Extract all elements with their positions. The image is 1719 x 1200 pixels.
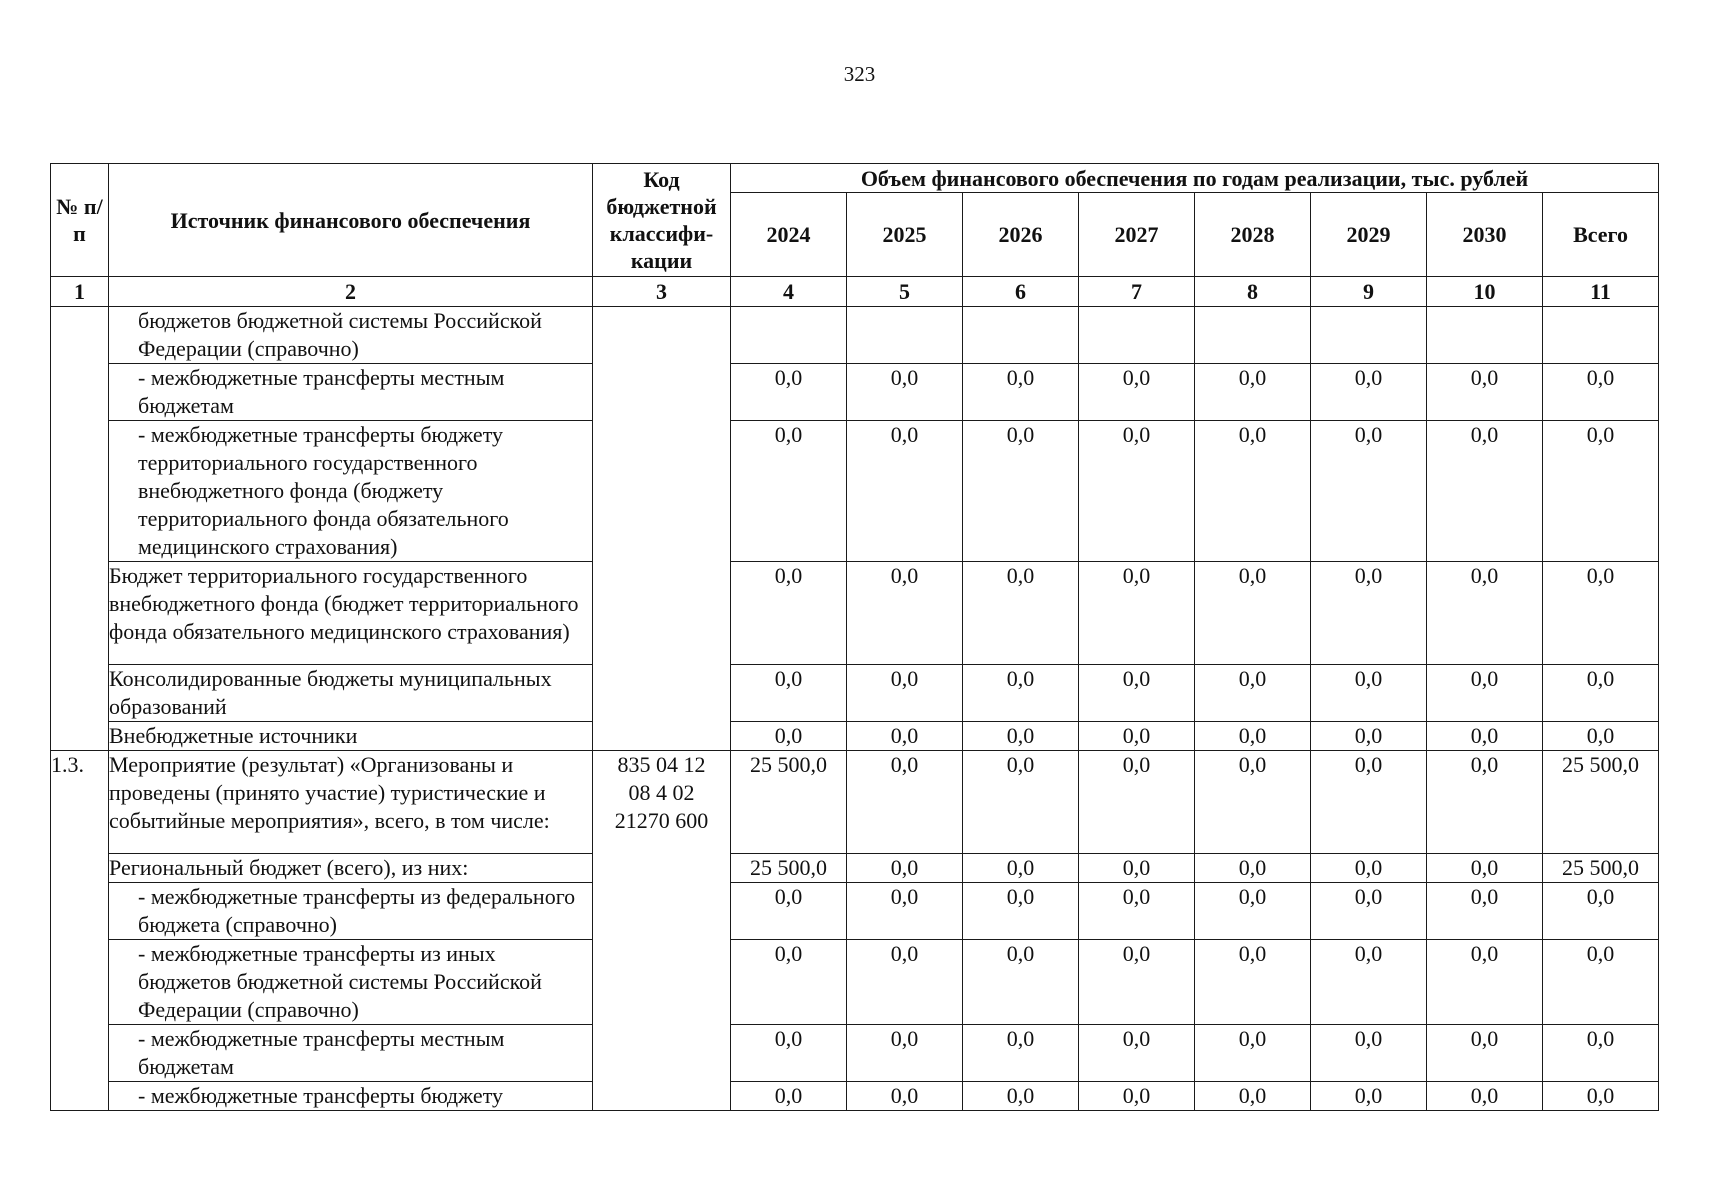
- row-number-cell: 1.3.: [51, 751, 109, 1111]
- header-year: 2026: [963, 193, 1079, 277]
- year-value-cell: 0,0: [1311, 883, 1427, 940]
- year-value-cell: 0,0: [1195, 854, 1311, 883]
- header-source: Источник финансового обеспечения: [109, 164, 593, 277]
- year-value-cell: 0,0: [1311, 751, 1427, 854]
- year-value-cell: 0,0: [1427, 1082, 1543, 1111]
- year-value-cell: 0,0: [1079, 722, 1195, 751]
- total-value-cell: 0,0: [1543, 562, 1659, 665]
- year-value-cell: 0,0: [847, 1082, 963, 1111]
- year-value-cell: 0,0: [847, 940, 963, 1025]
- year-value-cell: 0,0: [1311, 1025, 1427, 1082]
- year-value-cell: 25 500,0: [731, 751, 847, 854]
- column-number: 10: [1427, 277, 1543, 307]
- page-number: 323: [843, 62, 876, 86]
- year-value-cell: 0,0: [963, 854, 1079, 883]
- column-number: 3: [593, 277, 731, 307]
- year-value-cell: 0,0: [1311, 1082, 1427, 1111]
- year-value-cell: 0,0: [1195, 562, 1311, 665]
- year-value-cell: 0,0: [1195, 1025, 1311, 1082]
- year-value-cell: 0,0: [1427, 562, 1543, 665]
- year-value-cell: 0,0: [847, 854, 963, 883]
- year-value-cell: 0,0: [731, 1082, 847, 1111]
- year-value-cell: 0,0: [963, 421, 1079, 562]
- year-value-cell: 0,0: [1311, 665, 1427, 722]
- year-value-cell: 0,0: [1079, 883, 1195, 940]
- year-value-cell: 0,0: [963, 722, 1079, 751]
- table-row: [51, 854, 1659, 883]
- source-cell: Бюджет территориального государственного внебюджетного фонда (бюджет территориального фонда обязательного медицинского страхования): [109, 562, 593, 665]
- year-value-cell: 0,0: [1079, 854, 1195, 883]
- year-value-cell: 0,0: [1427, 1025, 1543, 1082]
- header-year: 2024: [731, 193, 847, 277]
- year-value-cell: 0,0: [1427, 665, 1543, 722]
- header-year: 2030: [1427, 193, 1543, 277]
- year-value-cell: 0,0: [963, 751, 1079, 854]
- column-number: 7: [1079, 277, 1195, 307]
- year-value-cell: 0,0: [731, 665, 847, 722]
- column-number: 11: [1543, 277, 1659, 307]
- financing-table: [50, 163, 1659, 1111]
- year-value-cell: 0,0: [847, 562, 963, 665]
- year-value-cell: 0,0: [963, 665, 1079, 722]
- table-row: [51, 883, 1659, 940]
- total-value-cell: 0,0: [1543, 722, 1659, 751]
- header-year: 2027: [1079, 193, 1195, 277]
- header-year: 2029: [1311, 193, 1427, 277]
- table-row: [51, 940, 1659, 1025]
- source-cell: - межбюджетные трансферты из федерального бюджета (справочно): [109, 883, 593, 940]
- total-value-cell: 0,0: [1543, 883, 1659, 940]
- year-value-cell: 0,0: [1079, 751, 1195, 854]
- header-year: 2028: [1195, 193, 1311, 277]
- column-number: 2: [109, 277, 593, 307]
- year-value-cell: 0,0: [1195, 883, 1311, 940]
- total-value-cell: 0,0: [1543, 1082, 1659, 1111]
- budget-code-line: 21270 600: [614, 808, 709, 833]
- year-value-cell: 0,0: [731, 883, 847, 940]
- table-row: [51, 665, 1659, 722]
- year-value-cell: 0,0: [1311, 940, 1427, 1025]
- budget-code-line: 835 04 12: [617, 752, 706, 777]
- column-number: 9: [1311, 277, 1427, 307]
- year-value-cell: 0,0: [1079, 562, 1195, 665]
- year-value-cell: 0,0: [1195, 1082, 1311, 1111]
- source-cell: Внебюджетные источники: [109, 722, 593, 751]
- source-cell: бюджетов бюджетной системы Российской Федерации (справочно): [109, 307, 593, 364]
- year-value-cell: 0,0: [1427, 940, 1543, 1025]
- year-value-cell: 0,0: [1427, 854, 1543, 883]
- year-value-cell: 0,0: [1427, 364, 1543, 421]
- total-value-cell: 25 500,0: [1543, 751, 1659, 854]
- column-number: 8: [1195, 277, 1311, 307]
- year-value-cell: 0,0: [1311, 722, 1427, 751]
- year-value-cell: 0,0: [963, 1025, 1079, 1082]
- year-value-cell: 0,0: [1079, 364, 1195, 421]
- header-year: 2025: [847, 193, 963, 277]
- year-value-cell: 0,0: [1427, 722, 1543, 751]
- source-cell: Мероприятие (результат) «Организованы и проведены (принято участие) туристические и событийные мероприятия», всего, в том числе:: [109, 751, 593, 854]
- year-value-cell: [847, 307, 963, 364]
- year-value-cell: 0,0: [1311, 364, 1427, 421]
- column-number: 5: [847, 277, 963, 307]
- column-number-row: [51, 277, 1659, 307]
- budget-code-cell: [593, 751, 731, 1111]
- year-value-cell: 0,0: [1079, 1082, 1195, 1111]
- year-value-cell: 0,0: [963, 940, 1079, 1025]
- year-value-cell: 0,0: [1195, 722, 1311, 751]
- year-value-cell: 0,0: [731, 364, 847, 421]
- total-value-cell: 0,0: [1543, 940, 1659, 1025]
- year-value-cell: 0,0: [731, 940, 847, 1025]
- year-value-cell: 0,0: [847, 883, 963, 940]
- header-total: Всего: [1543, 193, 1659, 277]
- year-value-cell: 0,0: [963, 1082, 1079, 1111]
- year-value-cell: [963, 307, 1079, 364]
- row-number-cell: [51, 307, 109, 751]
- column-number: 6: [963, 277, 1079, 307]
- year-value-cell: [1079, 307, 1195, 364]
- budget-code-line: 08 4 02: [628, 780, 695, 805]
- year-value-cell: 0,0: [731, 1025, 847, 1082]
- year-value-cell: 0,0: [1311, 562, 1427, 665]
- table-row: [51, 307, 1659, 364]
- year-value-cell: 0,0: [1079, 1025, 1195, 1082]
- total-value-cell: 0,0: [1543, 421, 1659, 562]
- year-value-cell: 0,0: [847, 421, 963, 562]
- year-value-cell: [731, 307, 847, 364]
- source-cell: - межбюджетные трансферты бюджету территориального государственного внебюджетного фонда (бюджету территориального фонда обязательного медицинского страхования): [109, 421, 593, 562]
- year-value-cell: 0,0: [1195, 665, 1311, 722]
- column-number: 1: [51, 277, 109, 307]
- year-value-cell: 0,0: [1195, 940, 1311, 1025]
- total-value-cell: 0,0: [1543, 1025, 1659, 1082]
- year-value-cell: 0,0: [963, 883, 1079, 940]
- total-value-cell: 0,0: [1543, 364, 1659, 421]
- header-code: Код бюджетной классифи-кации: [593, 164, 731, 277]
- year-value-cell: [1195, 307, 1311, 364]
- total-value-cell: 0,0: [1543, 665, 1659, 722]
- total-value-cell: [1543, 307, 1659, 364]
- source-cell: Региональный бюджет (всего), из них:: [109, 854, 593, 883]
- year-value-cell: 0,0: [731, 562, 847, 665]
- year-value-cell: 0,0: [1195, 751, 1311, 854]
- table-row: [51, 364, 1659, 421]
- source-cell: - межбюджетные трансферты местным бюджетам: [109, 1025, 593, 1082]
- year-value-cell: 0,0: [1079, 940, 1195, 1025]
- budget-code-cell: [593, 307, 731, 751]
- year-value-cell: 0,0: [963, 562, 1079, 665]
- header-volume-group: Объем финансового обеспечения по годам реализации, тыс. рублей: [731, 164, 1659, 193]
- source-cell: Консолидированные бюджеты муниципальных образований: [109, 665, 593, 722]
- year-value-cell: 0,0: [847, 751, 963, 854]
- year-value-cell: 0,0: [731, 421, 847, 562]
- year-value-cell: 0,0: [1311, 421, 1427, 562]
- year-value-cell: 0,0: [1427, 421, 1543, 562]
- header-no: № п/п: [51, 164, 109, 277]
- source-cell: - межбюджетные трансферты местным бюджетам: [109, 364, 593, 421]
- year-value-cell: 0,0: [847, 364, 963, 421]
- year-value-cell: 0,0: [1427, 751, 1543, 854]
- source-cell: - межбюджетные трансферты из иных бюджетов бюджетной системы Российской Федерации (справочно): [109, 940, 593, 1025]
- year-value-cell: 0,0: [963, 364, 1079, 421]
- year-value-cell: 0,0: [1079, 421, 1195, 562]
- total-value-cell: 25 500,0: [1543, 854, 1659, 883]
- year-value-cell: 0,0: [1079, 665, 1195, 722]
- year-value-cell: 0,0: [1311, 854, 1427, 883]
- year-value-cell: 0,0: [1427, 883, 1543, 940]
- year-value-cell: 0,0: [847, 722, 963, 751]
- year-value-cell: [1311, 307, 1427, 364]
- table-row: [51, 722, 1659, 751]
- column-number: 4: [731, 277, 847, 307]
- table-row: [51, 1082, 1659, 1111]
- source-cell: - межбюджетные трансферты бюджету: [109, 1082, 593, 1111]
- table-row: [51, 421, 1659, 562]
- table-header: [51, 164, 1659, 277]
- year-value-cell: 0,0: [731, 722, 847, 751]
- year-value-cell: 0,0: [1195, 421, 1311, 562]
- year-value-cell: 25 500,0: [731, 854, 847, 883]
- table-row: [51, 562, 1659, 665]
- table-row: [51, 1025, 1659, 1082]
- table-row: [51, 751, 1659, 854]
- year-value-cell: 0,0: [847, 665, 963, 722]
- year-value-cell: [1427, 307, 1543, 364]
- year-value-cell: 0,0: [1195, 364, 1311, 421]
- year-value-cell: 0,0: [847, 1025, 963, 1082]
